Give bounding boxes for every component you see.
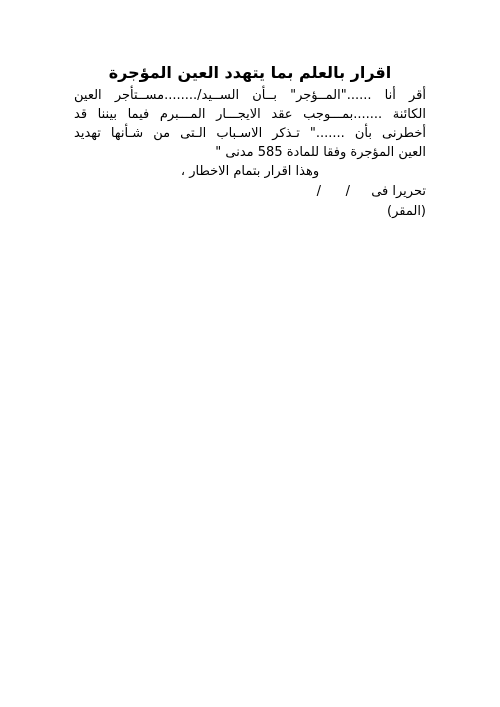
body-line-2: الكائنة .......بمـــوجب عقد الايجـــار المـــبرم فيما بيننا قد: [74, 107, 426, 122]
date-separator-2: /: [316, 184, 321, 199]
body-line-4: العين المؤجرة وفقا للمادة 585 مدنى ": [215, 145, 426, 160]
date-line: [74, 181, 426, 203]
signature-label: (المقر): [387, 204, 426, 219]
document-title: اقرار بالعلم بما يتهدد العين المؤجرة: [108, 63, 392, 82]
document-content: [74, 60, 426, 221]
body-line-1: أقر أنا ......"المــؤجر" بــأن الســيد/........مســتأجر العين: [74, 88, 426, 103]
date-label: تحريرا فى: [371, 184, 426, 199]
body-line-3: أخطرنى بأن ......." تـذكر الاسـباب الـتى من شـأنها تهديد: [74, 126, 426, 141]
confirmation-line: وهذا اقرار بتمام الاخطار ،: [180, 164, 320, 179]
date-separator-1: /: [345, 184, 350, 199]
